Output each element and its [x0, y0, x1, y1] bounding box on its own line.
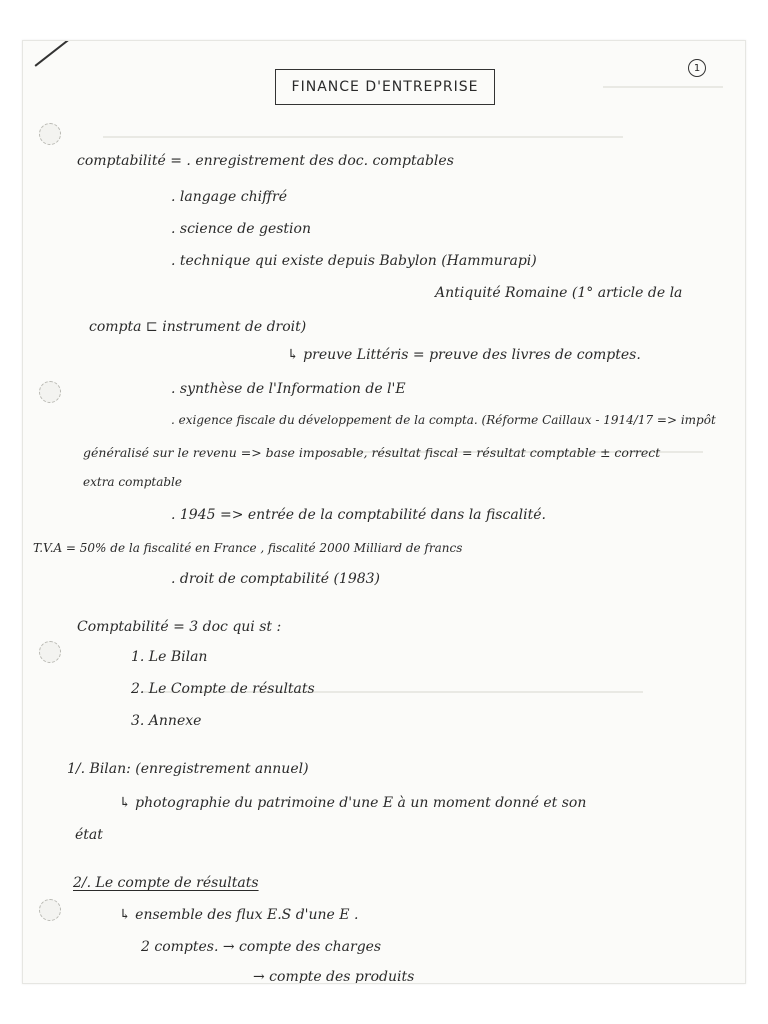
note-line: . technique qui existe depuis Babylon (Hammurapi): [171, 253, 537, 269]
note-line: 3. Annexe: [131, 713, 202, 729]
punch-hole: [39, 899, 61, 921]
note-line: . exigence fiscale du développement de la compta. (Réforme Caillaux - 1914/17 => impôt: [171, 413, 716, 427]
notebook-page: [22, 40, 746, 984]
note-line: généralisé sur le revenu => base imposable, résultat fiscal = résultat comptable ± correct: [83, 445, 661, 460]
note-line: . synthèse de l'Information de l'E: [171, 381, 406, 397]
note-line: Antiquité Romaine (1° article de la: [435, 285, 683, 301]
note-line: . science de gestion: [171, 221, 311, 237]
note-line: compta ⊏ instrument de droit): [89, 319, 307, 335]
note-line: 2 comptes. → compte des charges: [141, 939, 382, 955]
page-number: 1: [688, 59, 706, 77]
note-line: . langage chiffré: [171, 189, 287, 205]
section-heading: 2/. Le compte de résultats: [73, 875, 259, 891]
note-line: T.V.A = 50% de la fiscalité en France , fiscalité 2000 Milliard de francs: [33, 541, 463, 555]
note-line: . droit de comptabilité (1983): [171, 571, 381, 587]
note-line: état: [75, 827, 103, 843]
note-line: ↳ ensemble des flux E.S d'une E .: [119, 907, 359, 923]
note-line: comptabilité = . enregistrement des doc. comptables: [77, 153, 454, 169]
punch-hole: [39, 123, 61, 145]
page-title: FINANCE D'ENTREPRISE: [275, 69, 495, 105]
pen-stroke: [35, 40, 74, 66]
note-line: extra comptable: [83, 475, 182, 489]
note-line: 1. Le Bilan: [131, 649, 208, 665]
note-line: → compte des produits: [253, 969, 415, 984]
note-line: ↳ preuve Littéris = preuve des livres de comptes.: [287, 347, 641, 363]
punch-hole: [39, 641, 61, 663]
show-through: [103, 136, 623, 138]
note-line: ↳ photographie du patrimoine d'une E à un moment donné et son: [119, 795, 587, 811]
section-heading: 1/. Bilan: (enregistrement annuel): [67, 761, 309, 777]
punch-hole: [39, 381, 61, 403]
show-through: [603, 86, 723, 88]
note-line: . 1945 => entrée de la comptabilité dans la fiscalité.: [171, 507, 546, 523]
note-line: 2. Le Compte de résultats: [131, 681, 315, 697]
note-line: Comptabilité = 3 doc qui st :: [77, 619, 282, 635]
